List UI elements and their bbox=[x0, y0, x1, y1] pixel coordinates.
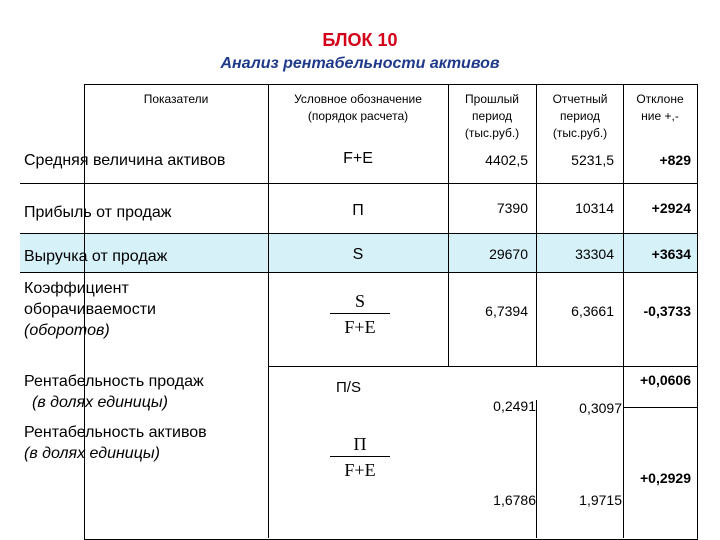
row-label bbox=[24, 371, 264, 413]
row-label-text: Рентабельность продаж bbox=[24, 373, 204, 390]
col-divider bbox=[536, 84, 537, 367]
row-symbol: F+E bbox=[343, 150, 373, 167]
prev-value: 4402,5 bbox=[485, 152, 528, 168]
formula-fraction bbox=[330, 433, 390, 481]
row-divider bbox=[268, 366, 697, 367]
prev-value: 7390 bbox=[496, 200, 528, 216]
row-label bbox=[24, 278, 254, 341]
block-subtitle: Анализ рентабельности активов bbox=[220, 55, 500, 72]
fraction-bar bbox=[330, 313, 390, 314]
curr-value: 0,3097 bbox=[579, 400, 622, 416]
row-divider bbox=[623, 407, 697, 408]
header-prev-period: Прошлый период (тыс.руб.) bbox=[464, 92, 520, 140]
row-label: Выручка от продаж bbox=[24, 248, 168, 265]
row-label: Средняя величина активов bbox=[24, 152, 226, 169]
prev-value: 6,7394 bbox=[485, 303, 528, 319]
row-label bbox=[24, 422, 264, 464]
curr-value: 10314 bbox=[575, 200, 614, 216]
fraction-bar bbox=[330, 456, 390, 457]
deviation-value: +0,2929 bbox=[640, 470, 691, 486]
header-indicator: Показатели bbox=[143, 92, 209, 106]
col-divider bbox=[448, 84, 449, 367]
prev-value: 0,2491 bbox=[493, 398, 536, 414]
deviation-value: +0,0606 bbox=[640, 372, 691, 388]
row-label: Прибыль от продаж bbox=[24, 204, 172, 221]
block-title: БЛОК 10 bbox=[322, 30, 398, 50]
prev-value: 1,6786 bbox=[493, 492, 536, 508]
deviation-value: +2924 bbox=[651, 200, 691, 216]
curr-value: 5231,5 bbox=[571, 152, 614, 168]
header-symbol: Условное обозначение (порядок расчета) bbox=[294, 92, 422, 123]
formula-numerator: S bbox=[354, 291, 365, 311]
curr-value: 6,3661 bbox=[571, 303, 614, 319]
row-divider bbox=[20, 272, 697, 273]
row-symbol: П/S bbox=[336, 379, 361, 396]
row-label-note: (в долях единицы) bbox=[24, 445, 160, 462]
row-divider bbox=[20, 233, 697, 234]
row-divider bbox=[20, 183, 697, 184]
header-curr-period: Отчетный период (тыс.руб.) bbox=[552, 92, 608, 140]
formula-denominator: F+E bbox=[344, 317, 376, 337]
deviation-value: +829 bbox=[659, 152, 691, 168]
formula-denominator: F+E bbox=[344, 460, 376, 480]
header-deviation: Отклоне ние +,- bbox=[636, 92, 684, 123]
row-label-text: Рентабельность активов bbox=[24, 424, 207, 441]
curr-value: 33304 bbox=[575, 246, 614, 262]
formula-numerator: П bbox=[353, 434, 367, 454]
deviation-value: -0,3733 bbox=[643, 303, 691, 319]
prev-value: 29670 bbox=[489, 246, 528, 262]
row-label-note: (в долях единицы) bbox=[32, 394, 168, 411]
row-symbol: П bbox=[352, 202, 364, 219]
deviation-value: +3634 bbox=[651, 246, 691, 262]
row-symbol: S bbox=[352, 246, 364, 263]
formula-fraction bbox=[330, 290, 390, 338]
row-label-note: (оборотов) bbox=[24, 322, 110, 339]
col-divider bbox=[536, 400, 537, 538]
row-label-text: Коэффициент оборачиваемости bbox=[24, 280, 156, 318]
curr-value: 1,9715 bbox=[579, 492, 622, 508]
